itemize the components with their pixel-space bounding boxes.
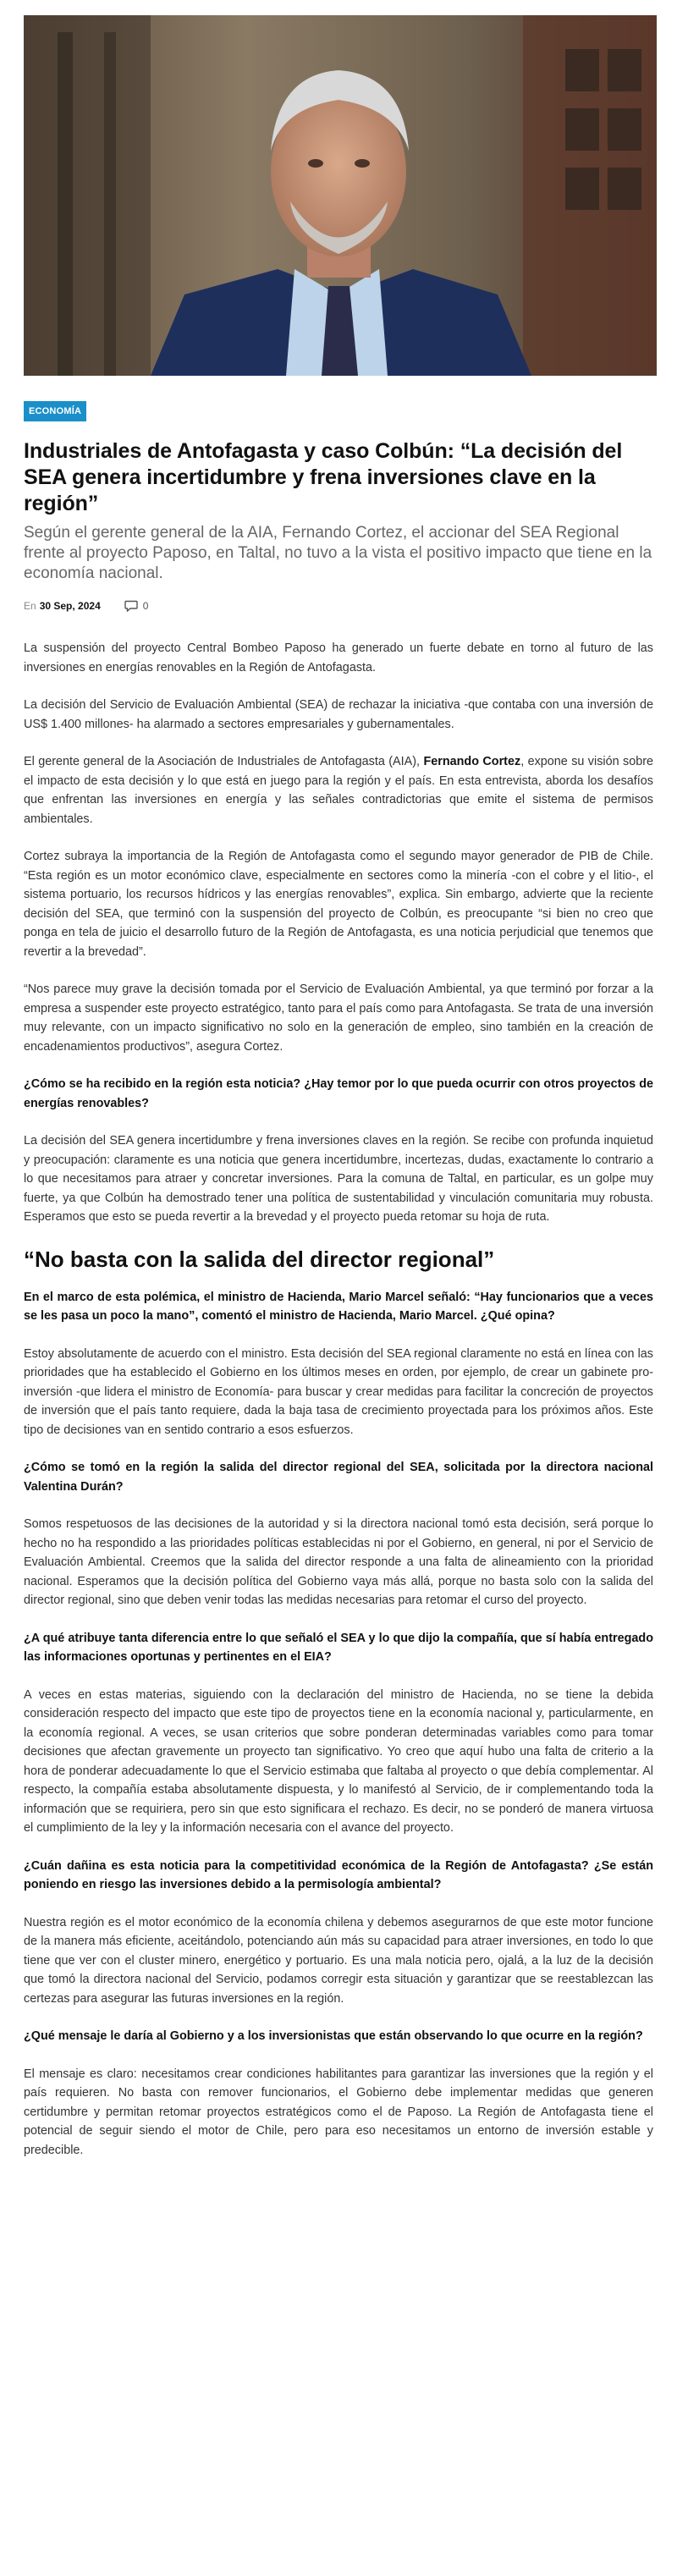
article-title: Industriales de Antofagasta y caso Colbún: “La decisión del SEA genera incertidumbre y frena inversiones clave en la región” (24, 439, 623, 515)
article-meta (24, 598, 653, 614)
interview-question: ¿Cómo se tomó en la región la salida del director regional del SEA, solicitada por la directora nacional Valentina Durán? (24, 1461, 653, 1494)
paragraph: “Nos parece muy grave la decisión tomada por el Servicio de Evaluación Ambiental, ya que terminó por forzar a la empresa a suspender este proyecto estratégico, tanto para el país como para Antofagasta. Se trata de una inversión muy relevante, con un impacto significativo no solo en la generación de empleo, sino también en la creación de encadenamientos productivos”, asegura Cortez. (24, 983, 653, 1054)
comment-icon (124, 600, 138, 612)
article-body (24, 639, 653, 2160)
article-subtitle: Según el gerente general de la AIA, Fernando Cortez, el accionar del SEA Regional frente al proyecto Paposo, en Taltal, no tuvo a la vista el positivo impacto que tiene en la economía nacional. (24, 524, 652, 582)
publish-date: 30 Sep, 2024 (39, 600, 101, 612)
interview-answer: El mensaje es claro: necesitamos crear condiciones habilitantes para garantizar las inversiones que la región y el país requieren. No basta con remover funcionarios, el Gobierno debe implementar medidas que generen certidumbre y permitan retomar proyectos estratégicos como el de Paposo. La Región de Antofagasta tiene el potencial de seguir siendo el motor de Chile, pero para eso necesitamos un entorno de inversión estable y predecible. (24, 2067, 653, 2157)
interview-answer: Estoy absolutamente de acuerdo con el ministro. Esta decisión del SEA regional claramente no está en línea con las prioridades que ha establecido el Gobierno en los últimos meses en orden, por ejemplo, de crear un gabinete pro-inversión -que lidera el ministro de Economía- para buscar y crear medidas para facilitar la concreción de proyectos de inversión que el país tanto requiere, dada la baja tasa de crecimiento proyectada para los próximos años. Este tipo de decisiones van en sentido contrario a esos esfuerzos. (24, 1346, 653, 1437)
category-badge[interactable]: ECONOMÍA (24, 401, 86, 421)
paragraph: La suspensión del proyecto Central Bombeo Paposo ha generado un fuerte debate en torno al futuro de las inversiones en energías renovables en la Región de Antofagasta. (24, 641, 653, 674)
comments-count: 0 (142, 600, 149, 612)
paragraph: Cortez subraya la importancia de la Región de Antofagasta como el segundo mayor generador de PIB de Chile. “Esta región es un motor económico clave, especialmente en sectores como la minería -con el cobre y el litio-, el sistema portuario, los recursos hídricos y las energías renovables”, explica. Sin embargo, advierte que la reciente decisión del SEA, que terminó con la suspensión del proyecto de Colbún, es preocupante “si bien no creo que ponga en tela de juicio el desarrollo futuro de la Región de Antofagasta, es una noticia perjudicial que tenemos que revertir a la brevedad”. (24, 850, 653, 959)
interviewee-name: Fernando Cortez (423, 755, 521, 768)
paragraph (24, 752, 653, 828)
hero-image (24, 15, 657, 376)
portrait-photo (24, 15, 657, 376)
interview-answer: Somos respetuosos de las decisiones de la autoridad y si la directora nacional tomó esta decisión, será porque lo hecho no ha respondido a las prioridades políticas establecidas ni por el Gobierno, en general, ni por el Servicio de Evaluación Ambiental. Creemos que la salida del director responde a una falta de alineamiento con la prioridad nacional. Esperamos que la decisión política del Gobierno vaya más allá, porque no basta solo con la salida del director regional, sino que deben venir todas las medidas necesarias para retomar el curso del proyecto. (24, 1517, 653, 1607)
interview-answer: A veces en estas materias, siguiendo con la declaración del ministro de Hacienda, no se tiene la debida consideración respecto del impacto que este tipo de proyectos tiene en la economía nacional y, particularmente, en la economía regional. A veces, se usan criterios que sobre ponderan determinadas variables como para tomar decisiones que afectan gravemente un proyecto tan significativo. Yo creo que aquí hubo una falta de criterio a la hora de ponderar adecuadamente lo que el Servicio estimaba que faltaba al proyecto o que debía complementar. Al respecto, la compañía estaba absolutamente dispuesta, y lo manifestó al Servicio, de ir complementando toda la información que se requiriera, pero sin que esto significara el rechazo. Es decir, no se ponderó de manera virtuosa el cumplimiento de la ley y la información necesaria con el avance del proyecto. (24, 1687, 653, 1835)
section-heading: “No basta con la salida del director regional” (24, 1246, 495, 1272)
interview-question: ¿Qué mensaje le daría al Gobierno y a los inversionistas que están observando lo que ocurre en la región? (24, 2029, 643, 2043)
comments-link[interactable] (124, 600, 149, 612)
interview-question: ¿Cómo se ha recibido en la región esta noticia? ¿Hay temor por lo que pueda ocurrir con otros proyectos de energías renovables? (24, 1077, 653, 1110)
paragraph: La decisión del Servicio de Evaluación Ambiental (SEA) de rechazar la iniciativa -que contaba con una inversión de US$ 1.400 millones- ha alarmado a sectores empresariales y gubernamentales. (24, 698, 653, 731)
paragraph-text: El gerente general de la Asociación de Industriales de Antofagasta (AIA), (24, 755, 424, 768)
interview-answer: Nuestra región es el motor económico de la economía chilena y debemos asegurarnos de que este motor funcione de la manera más eficiente, aceitándolo, potenciando aún más su capacidad para atraer inversiones, en todo lo que tiene que ver con el cluster minero, energético y portuario. Es una mala noticia pero, ojalá, a la luz de la decisión que tomó la directora nacional del Servicio, podamos corregir esta situación y garantizar que se reestablezcan las certezas para asegurar las futuras inversiones en la región. (24, 1915, 653, 2006)
paragraph-text: , expone su visión sobre el impacto de esta decisión y lo que está en juego para la región y el país. En esta entrevista, aborda los desafíos que enfrentan las inversiones en energía y las señales contradictorias que emite el sistema de permisos ambientales. (24, 755, 653, 826)
interview-question: ¿Cuán dañina es esta noticia para la competitividad económica de la Región de Antofagasta? ¿Se están poniendo en riesgo las inversiones debido a la permisología ambiental? (24, 1858, 653, 1891)
interview-question: ¿A qué atribuye tanta diferencia entre lo que señaló el SEA y lo que dijo la compañía, que sí había entregado las informaciones oportunas y pertinentes en el EIA? (24, 1631, 653, 1664)
interview-question: En el marco de esta polémica, el ministro de Hacienda, Mario Marcel señaló: “Hay funcionarios que a veces se les pasa un poco la mano”, comentó el ministro de Hacienda, Mario Marcel. ¿Qué opina? (24, 1290, 653, 1323)
interview-answer: La decisión del SEA genera incertidumbre y frena inversiones claves en la región. Se recibe con profunda inquietud y preocupación: claramente es una noticia que genera incertidumbre, incertezas, dudas, exactamente lo contrario a lo que necesitamos para atraer y concretar inversiones. Para la comuna de Taltal, en particular, es un golpe muy fuerte, ya que Colbún ha demostrado tener una política de sustentabilidad y vinculación comunitaria muy robusta. Esperamos que esto se pueda revertir a la brevedad y el proyecto pueda retomar su hoja de ruta. (24, 1134, 653, 1224)
date-prefix: En (24, 600, 36, 612)
